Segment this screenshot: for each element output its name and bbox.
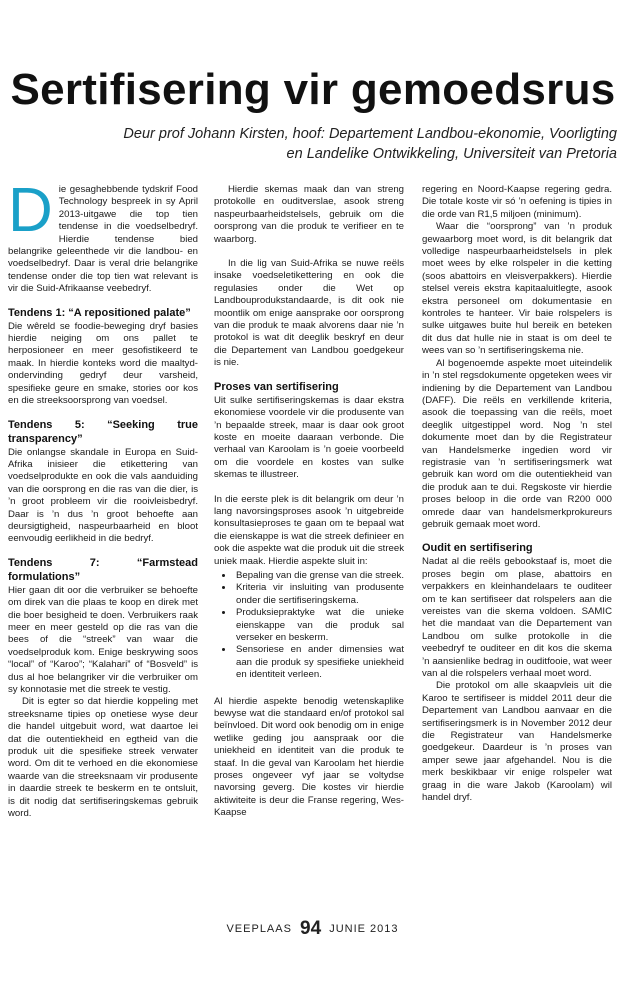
heading-oudit: Oudit en sertifisering — [422, 542, 533, 555]
list-item: • Sensoriese en ander dimensies wat aan die produk sy spesifieke uniekheid en identiteit verleen. — [234, 644, 404, 681]
paragraph-bewyse: Al hierdie aspekte benodig wetenskaplike bewyse wat die standaard en/of protokol sal beïnvloed. Dit word ook benodig om in enige wetlike geding jou aanspraak oor die uniekheid en identiteit van die produk te staaf. In die geval van Karoolam het hierdie proses ongeveer vyf jaar se voltydse navorsing geverg. Die kostes vir hierdie aktiwiteite is deur die Franse regering, Wes-Kaapse — [214, 695, 404, 819]
paragraph-voordele: Uit sulke sertifiseringskemas is daar ekstra ekonomiese voordele vir die produsente van ’n bepaalde streek, maar is daar ook groot koste en moeite daaraan verbonde. Die verhaal van Karoolam is ’n goeie voorbeeld om die voordele en kostes van sulke skemas te illustreer. — [214, 394, 404, 481]
paragraph-tendens-5: Die onlangse skandale in Europa en Suid-Afrika inisieer die etikettering van voedselprodukte en ook die vals aanduiding van die oorsprong en die ras van die dier, is ’n groot probleem vir die rooivleisbedryf. Daar is ’n dus ’n groot behoefte aan deursigtigheid, naspeurbaarheid en bloot eenvoudig eerlikheid in die bedryf. — [8, 446, 198, 545]
article-title: Sertifisering vir gemoedsrus — [10, 65, 616, 114]
paragraph-tendens-1: Die wêreld se foodie-beweging dryf basies hierdie neiging om ons pallet te herposioneer en meer gesofistikeerd te maak. In hierdie konteks word die maaltyd-ondervinding gedryf deur varsheid, spesifieke geure en smake, stories oor kos en die streeksoorsprong van voedsel. — [8, 320, 198, 407]
drop-cap: D — [8, 176, 53, 245]
heading-tendens-1: Tendens 1: “A repositioned palate” — [8, 306, 191, 319]
heading-proses: Proses van sertifisering — [214, 380, 339, 393]
paragraph-navorsing: In die eerste plek is dit belangrik om deur ’n lang navorsingsproses asook ’n uitgebreide konsultasieproses te gaan om te bepaal wat die eienskappe is wat die streek definieer en ook die aspekte wat die produk uit die streek uniek maak. Hierdie aspekte sluit in: — [214, 493, 404, 567]
paragraph-etikettering: In die lig van Suid-Afrika se nuwe reëls insake voedseletikettering en ook die regulasies onder die Wet op Landbouprodukstandaarde, is dit ook nie moontlik om enige aansprake oor oorsprong van die produk te maak alvorens daar nie ’n protokol is wat dit deeglik beskryf en deur die Departement van Landbou goedgekeur is nie. — [214, 258, 404, 369]
paragraph-oorsprong: Waar die “oorsprong” van ’n produk gewaarborg moet word, is dit belangrik dat volledige naspeurbaarheidstelsels in plek moet wees by elke rolspeler in die ketting (soos abattoirs en vleisverpakkers). Hierdie stelsel vereis ekstra kapitaaluitlegte, asook ekstra personeel om dokumentasie en kontroles te hanteer. Vir baie rolspelers is sulke uitgawes buite hul bereik en beteken dit dus dat hulle nie in staat is om deel te wees van so ’n sertifiseringskema nie. — [422, 221, 612, 357]
paragraph-gap — [214, 684, 404, 696]
paragraph-skemas: Hierdie skemas maak dan van streng protokolle en ouditverslae, asook streng naspeurbaarheidstelsels, gebruik om die oorsprong van die produk te verifieer en te waarborg. — [214, 184, 404, 245]
column-1 — [8, 176, 198, 820]
paragraph-gap — [214, 482, 404, 494]
paragraph-regering: regering en Noord-Kaapse regering gedra. Die totale koste vir só ’n oefening is tipies in die orde van R1,5 miljoen (minimum). — [422, 184, 612, 220]
paragraph-protokol: Die protokol om alle skaapvleis uit die Karoo te sertifiseer is middel 2011 deur die Departement van Landbou aanvaar en die sertifiseringsmerk is in November 2012 deur die Registrateur van Handelsmerke goedgekeur. Daardeur is ’n proses van amper sewe jaar afgehandel. Nou is die merk beskikbaar vir enige rolspeler wat graag in die ware Jakob (Karoolam) wil handel dryf. — [422, 680, 612, 804]
list-item: • Kriteria vir insluiting van produsente onder die sertifiseringskema. — [234, 582, 404, 607]
paragraph-regsdokumente: Al bogenoemde aspekte moet uiteindelik in ’n stel regsdokumente opgeteken wees vir indiening by die Departement van Landbou (DAFF). Die reëls en verkillende kriteria, asook die toepassing van die reëls, moet deeglik uitgestippel word. Nog ’n stel dokumente moet dan by die Registrateur van Handelsmerke ingedien word vir registrasie van ’n sertifiseringsmerk wat gebruik kan word om die outentiekheid van die produk aan te dui. Regskoste vir hierdie proses beloop in die orde van R200 000 omrede daar van handelsmerkprokureurs gebruik gemaak moet word. — [422, 357, 612, 530]
issue-date: JUNIE 2013 — [329, 923, 399, 935]
article-byline: Deur prof Johann Kirsten, hoof: Departement Landbou-ekonomie, Voorligting en Landelike Ontwikkeling, Universiteit van Pretoria — [123, 126, 617, 162]
column-2 — [214, 184, 404, 820]
heading-tendens-7: Tendens 7: “Farmstead formulations” — [8, 556, 198, 583]
aspects-list — [214, 570, 404, 682]
intro-paragraph: ie gesaghebbende tydskrif Food Technology bespreek in sy April 2013-uitgawe die top tien tendense in die voedselbedryf. Hierdie tendense bied belangrike geleenthede vir die landbou- en voedselbedryf. Daar is veral drie belangrike tendense onder die top tien wat relevant is vir die Suid-Afrikaanse veebedryf. — [8, 184, 198, 295]
publication-name: VEEPLAAS — [226, 923, 292, 935]
list-item: • Produksiepraktyke wat die unieke eienskappe van die produk sal verseker en beskerm. — [234, 607, 404, 644]
paragraph-oudit: Nadat al die reëls gebookstaaf is, moet die proses begin om plase, abattoirs en verpakkers en kleinhandelaars te ouditeer om te kan sertifiseer dat rolspelers aan die vereistes van die skema voldoen. SAMIC het die mandaat van die Departement van Landbou om sulke protokolle in die veebedryf te ouditeer en dit kos die skema ’n aansienlike bedrag in ouditfooie, wat weer van al die rolspelers verhaal moet word. — [422, 556, 612, 680]
column-3 — [422, 184, 612, 805]
paragraph-koppeling: Dit is egter so dat hierdie koppeling met streeksname tipies op onetiese wyse deur die handel uitgebuit word, wat daartoe lei dat die outentiekheid en egtheid van die produk uit die spesifieke streek verwater word. Om dit te verhoed en die ekonomiese waarde van die streeksnaam vir produsente in daardie streek te beskerm en te ontsluit, is dit nodig dat sertifiseringskemas gebruik word. — [8, 696, 198, 820]
paragraph-tendens-7: Hier gaan dit oor die verbruiker se behoefte om direk van die plaas te koop en direk met die boer besigheid te doen. Verbruikers raak meer en meer gesteld op die ras van die bees of die “streek” van waar die voedselproduk kom. Enige beskrywing soos “local” of “Karoo”; “Kalahari” of “Bosveld” is dus al hoe belangriker vir die verbruiker om sy konnotasie met die streek te vestig. — [8, 584, 198, 695]
list-item: • Bepaling van die grense van die streek. — [234, 570, 404, 582]
page-number: 94 — [300, 918, 322, 939]
heading-tendens-5: Tendens 5: “Seeking true transparency” — [8, 418, 198, 445]
page-footer — [0, 918, 625, 940]
paragraph-gap — [214, 246, 404, 258]
